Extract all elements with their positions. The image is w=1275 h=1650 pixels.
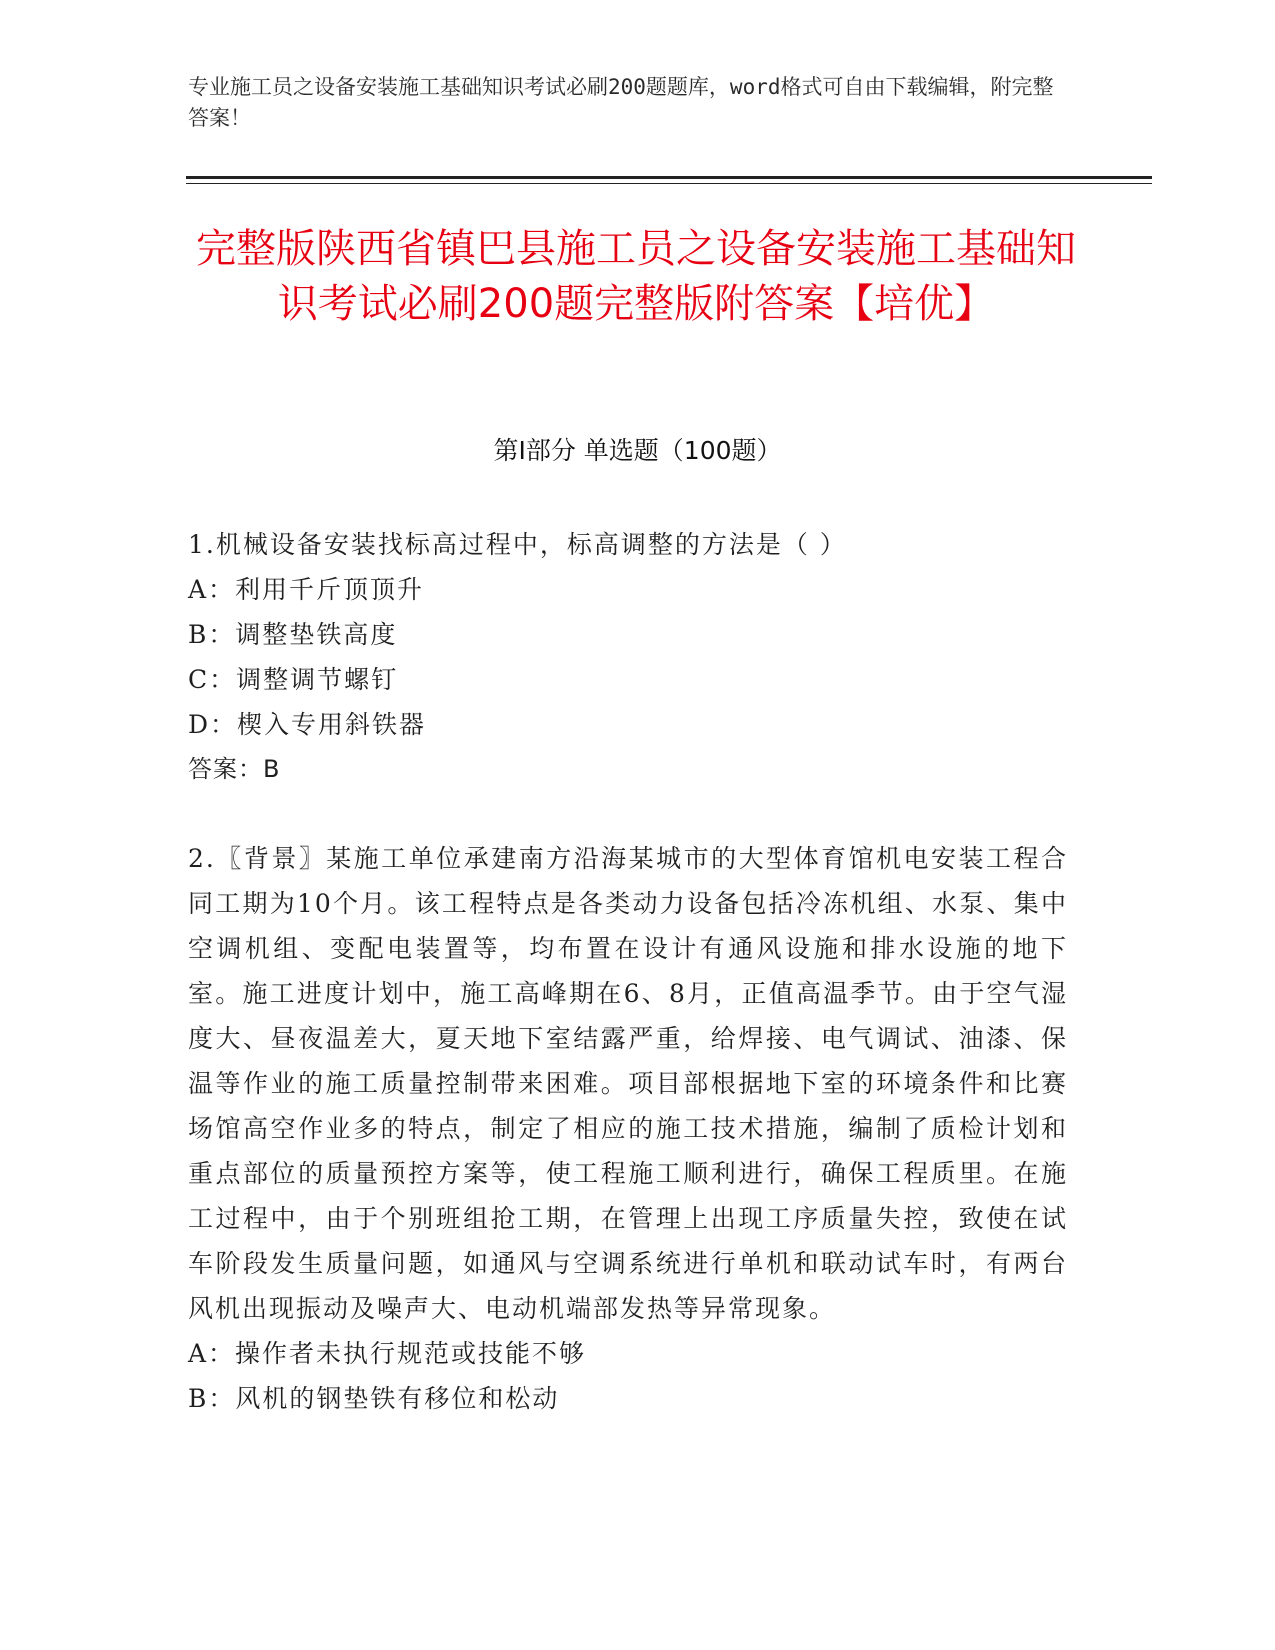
document-title: 完整版陕西省镇巴县施工员之设备安装施工基础知识考试必刷200题完整版附答案【培优】 — [196, 226, 1076, 327]
question-stem: 1.机械设备安装找标高过程中，标高调整的方法是（ ） — [188, 530, 847, 559]
answer-label: 答案：B — [188, 755, 281, 783]
header-divider-thin — [186, 183, 1152, 184]
question-list — [188, 522, 1068, 1465]
option-a: A：操作者未执行规范或技能不够 — [188, 1339, 587, 1368]
option-a: A：利用千斤顶顶升 — [188, 575, 425, 604]
option-b: B：调整垫铁高度 — [188, 620, 398, 649]
section-title: 第Ⅰ部分 单选题（100题） — [493, 436, 782, 465]
question-item-2 — [188, 836, 1068, 1421]
option-b: B：风机的钢垫铁有移位和松动 — [188, 1384, 560, 1413]
question-stem: 2.〖背景〗某施工单位承建南方沿海某城市的大型体育馆机电安装工程合同工期为10个月。该工程特点是各类动力设备包括冷冻机组、水泵、集中空调机组、变配电装置等，均布置在设计有通风设施和排水设施的地下室。施工进度计划中，施工高峰期在6、8月，正值高温季节。由于空气湿度大、昼夜温差大，夏天地下室结露严重，给焊接、电气调试、油漆、保温等作业的施工质量控制带来困难。项目部根据地下室的环境条件和比赛场馆高空作业多的特点，制定了相应的施工技术措施，编制了质检计划和重点部位的质量预控方案等，使工程施工顺利进行，确保工程质里。在施工过程中，由于个别班组抢工期，在管理上出现工序质量失控，致使在试车阶段发生质量问题，如通风与空调系统进行单机和联动试车时，有两台风机出现振动及噪声大、电动机端部发热等异常现象。 — [188, 844, 1068, 1323]
header-note: 专业施工员之设备安装施工基础知识考试必刷200题题库，word格式可自由下载编辑，附完整答案！ — [188, 75, 1054, 130]
option-c: C：调整调节螺钉 — [188, 665, 399, 694]
header-divider-thick — [186, 176, 1152, 179]
option-d: D：楔入专用斜铁器 — [188, 710, 427, 739]
question-item-1 — [188, 522, 1068, 792]
